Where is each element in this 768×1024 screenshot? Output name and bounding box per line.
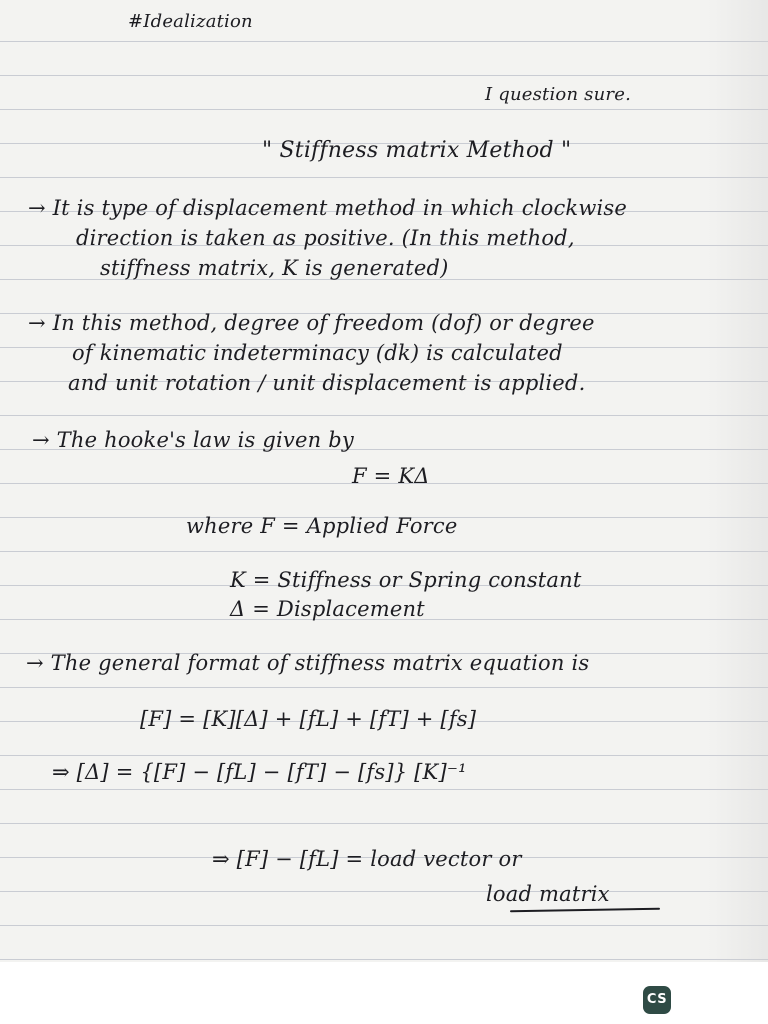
general-intro: → The general format of stiffness matrix equation is — [26, 651, 590, 675]
para2-line3: and unit rotation / unit displacement is applied. — [68, 371, 586, 395]
page-shadow — [708, 0, 768, 962]
load-matrix-underline — [510, 908, 660, 913]
hooke-intro: → The hooke's law is given by — [32, 428, 354, 452]
hooke-k-definition: K = Stiffness or Spring constant — [230, 568, 582, 592]
hooke-formula: F = KΔ — [352, 464, 430, 488]
para1-line2: direction is taken as positive. (In this method, — [76, 226, 575, 250]
para2-line2: of kinematic indeterminacy (dk) is calculated — [72, 341, 563, 365]
camscanner-logo-icon: CS — [643, 986, 671, 1014]
hooke-delta-definition: Δ = Displacement — [230, 597, 425, 621]
importance-tag: I question sure. — [485, 84, 631, 105]
para1-line3: stiffness matrix, K is generated) — [100, 256, 449, 280]
para2-line1: → In this method, degree of freedom (dof) or degree — [28, 311, 595, 335]
header-note: #Idealization — [128, 11, 253, 32]
hooke-where: where F = Applied Force — [186, 514, 458, 538]
page-title: " Stiffness matrix Method " — [262, 138, 572, 163]
equation-1: [F] = [K][Δ] + [fL] + [fT] + [fs] — [140, 707, 477, 731]
equation-2: ⇒ [Δ] = {[F] − [fL] − [fT] − [fs]} [K]⁻¹ — [52, 760, 467, 784]
para1-line1: → It is type of displacement method in which clockwise — [28, 196, 628, 220]
equation-3-continued: load matrix — [486, 882, 610, 906]
equation-3: ⇒ [F] − [fL] = load vector or — [212, 847, 522, 871]
